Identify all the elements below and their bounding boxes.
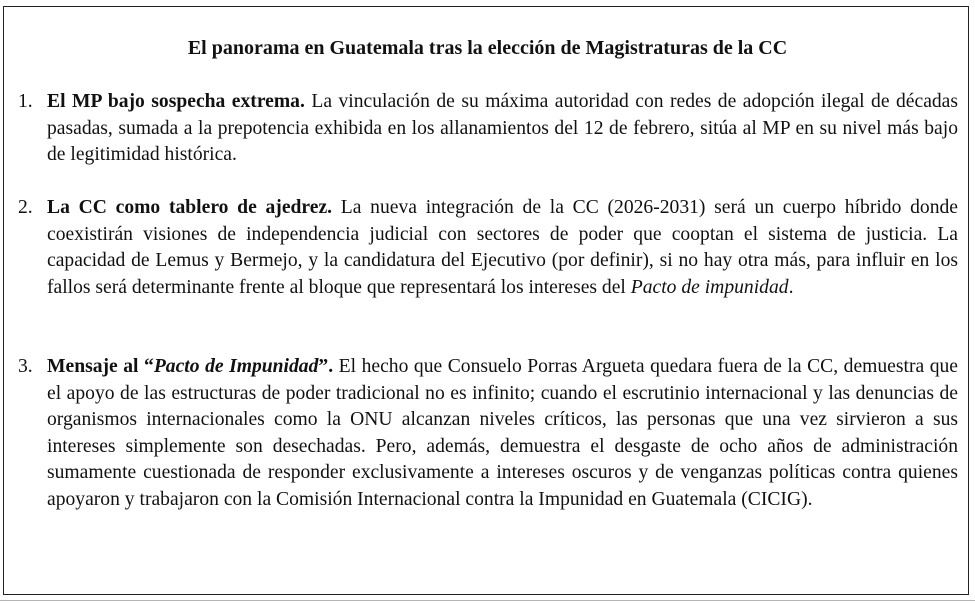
item-lead-suffix: ”. — [318, 356, 334, 377]
item-emphasis: Pacto de impunidad — [630, 276, 789, 298]
item-text: El hecho que Consuelo Porras Argueta quedara fuera de la CC, demuestra que el apoyo de las estructuras de poder tradicional no es infinito; cuando el escrutinio internacional y las denuncias de organismos internacionales como la ONU alcanzan niveles críticos, las personas que una vez sirvieron a sus intereses simplemente son desechadas. Pero, además, demuestra el desgaste de ocho años de administración sumamente cuestionada de responder exclusivamente a intereses oscuros y de venganzas políticas contra quienes apoyaron y trabajaron con la Comisión Internacional contra la Impunidad en Guatemala (CICIG). — [47, 356, 958, 510]
numbered-item-3 — [18, 354, 958, 513]
numbered-item-1 — [18, 89, 958, 169]
item-lead-prefix: Mensaje al “ — [47, 356, 154, 377]
item-lead: La CC como tablero de ajedrez. — [47, 197, 333, 218]
item-body — [47, 354, 958, 513]
item-tail: . — [788, 276, 794, 298]
item-text: La vinculación de su máxima autoridad con redes de adopción ilegal de décadas pasadas, sumada a la prepotencia exhibida en los allanamientos del 12 de febrero, sitúa al MP en su nivel más bajo de legitimidad histórica. — [47, 91, 959, 165]
item-text: La nueva integración de la CC (2026-2031) será un cuerpo híbrido donde coexistirán visiones de independencia judicial con sectores de poder que cooptan el sistema de justicia. La capacidad de Lemus y Bermejo, y la candidatura del Ejecutivo (por definir), si no hay otra más, para influir en los fallos será determinante frente al bloque que representará los intereses del — [47, 197, 959, 298]
item-number: 2. — [18, 197, 33, 218]
numbered-item-2 — [18, 195, 958, 301]
item-lead: El MP bajo sospecha extrema. — [47, 91, 305, 112]
item-body — [47, 195, 958, 301]
item-number: 3. — [18, 356, 33, 377]
document-title: El panorama en Guatemala tras la elección de Magistraturas de la CC — [187, 37, 788, 59]
item-lead-italic: Pacto de Impunidad — [153, 356, 319, 377]
item-number: 1. — [18, 91, 33, 112]
item-body — [47, 89, 958, 169]
page-bottom-divider — [0, 600, 975, 601]
